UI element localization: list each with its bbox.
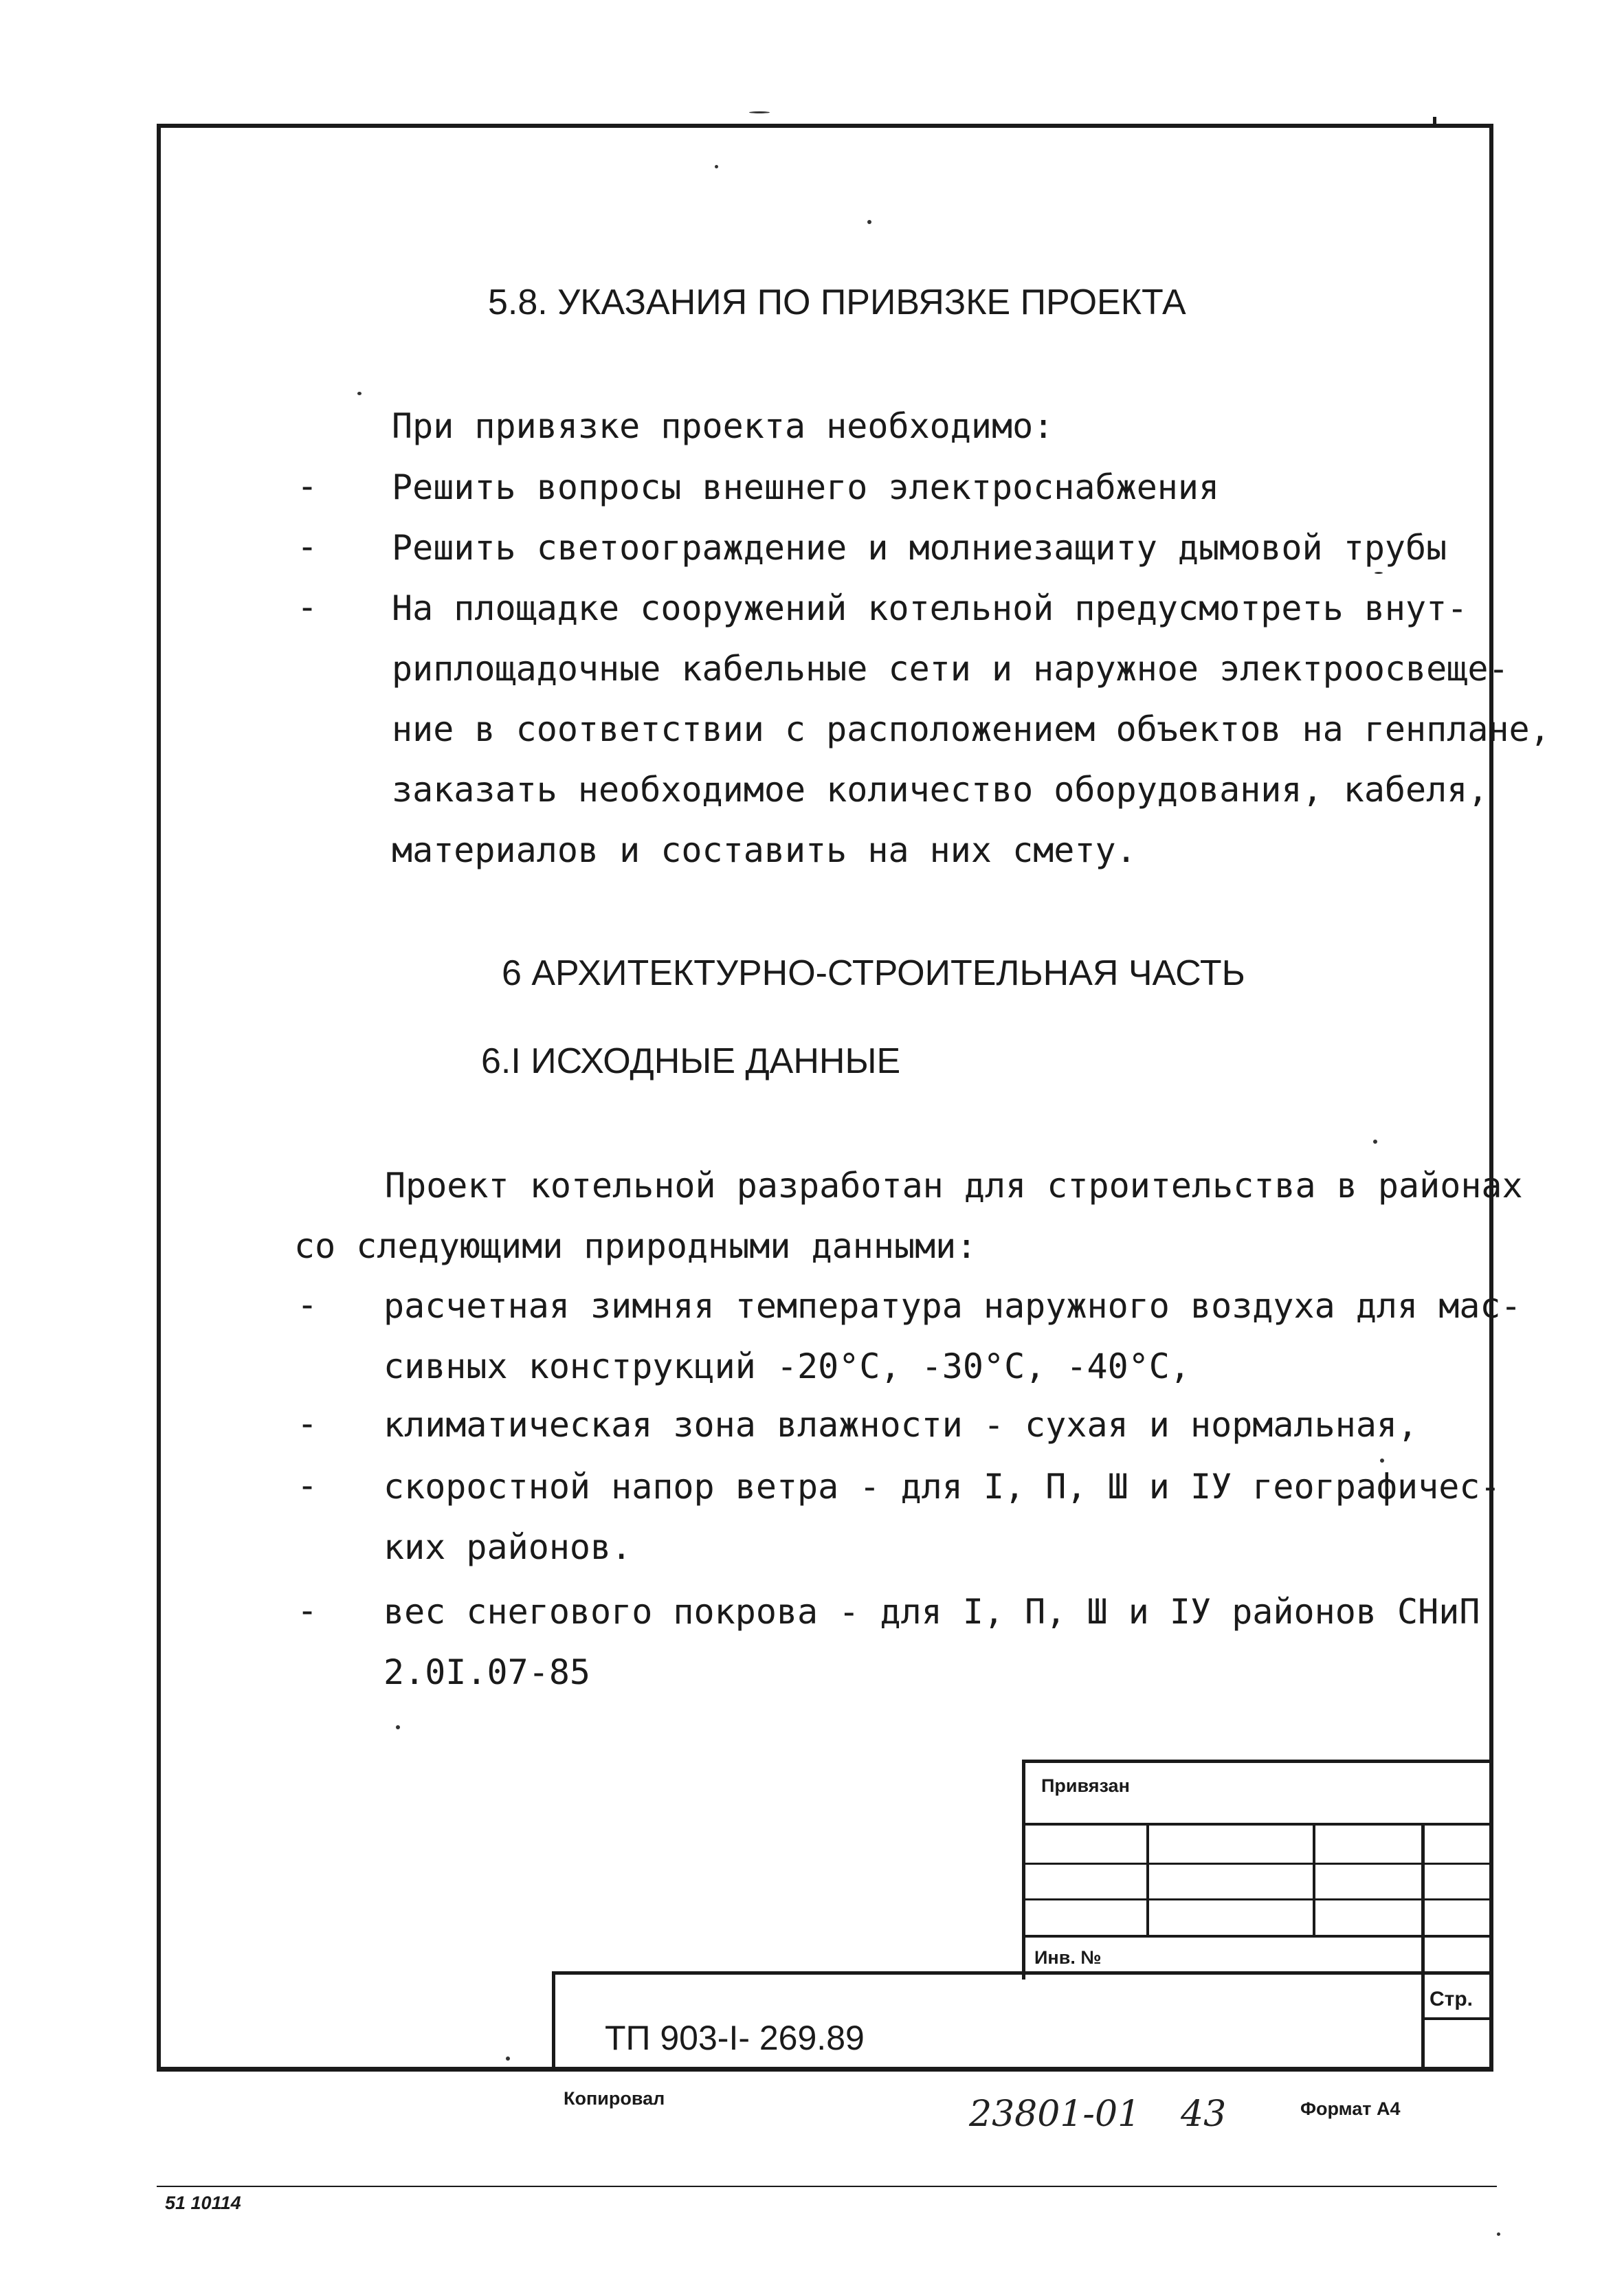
section-58-item-3-line-1: На площадке сооружений котельной предусмотреть внут-	[392, 588, 1468, 628]
section-6-bullet-4-line-2: 2.0I.07-85	[383, 1652, 591, 1692]
scan-speck	[867, 220, 871, 224]
list-dash: -	[297, 1465, 318, 1505]
privyazan-label: Привязан	[1041, 1775, 1130, 1796]
list-dash: -	[297, 1590, 318, 1630]
list-dash: -	[297, 1404, 318, 1443]
handwritten-page: 43	[1181, 2094, 1227, 2135]
scan-speck	[1373, 1140, 1377, 1144]
document-code: ТП 903-I- 269.89	[605, 2019, 865, 2057]
scan-speck	[1380, 1459, 1384, 1463]
scan-speck	[749, 111, 770, 113]
list-dash: -	[297, 1285, 318, 1324]
list-dash: -	[297, 526, 318, 566]
section-6-bullet-2: климатическая зона влажности - сухая и нормальная,	[383, 1405, 1419, 1445]
list-dash: -	[297, 466, 318, 506]
kopiroval-label: Копировал	[564, 2088, 665, 2109]
section-58-item-3-line-5: материалов и составить на них смету.	[392, 830, 1137, 870]
section-6-para-line-2: со следующими природными данными:	[294, 1226, 977, 1266]
format-label: Формат А4	[1300, 2098, 1401, 2119]
stamp-border	[552, 1971, 555, 2072]
section-6-bullet-3-line-1: скоростной напор ветра - для I, П, Ш и IУ географичес-	[383, 1467, 1501, 1507]
page-label: Стр.	[1430, 1988, 1473, 2010]
list-dash: -	[297, 587, 318, 627]
scan-speck	[715, 165, 718, 168]
section-58-intro: При привязке проекта необходимо:	[392, 406, 1054, 446]
stamp-border	[1313, 1823, 1315, 1937]
section-6-para-line-1: Проект котельной разработан для строительства в районах	[385, 1166, 1523, 1206]
section-6-1-heading: 6.I ИСХОДНЫЕ ДАННЫЕ	[481, 1041, 901, 1081]
scan-speck	[1497, 2232, 1500, 2236]
section-6-bullet-1-line-1: расчетная зимняя температура наружного воздуха для мас-	[383, 1286, 1522, 1326]
section-58-item-2: Решить светоограждение и молниезащиту дымовой трубы	[392, 528, 1447, 568]
stamp-border	[1022, 1760, 1493, 1763]
stamp-border	[552, 1971, 1493, 1975]
section-58-item-3-line-3: ние в соответствии с расположением объектов на генплане,	[392, 709, 1550, 749]
section-6-heading: 6 АРХИТЕКТУРНО-СТРОИТЕЛЬНАЯ ЧАСТЬ	[502, 953, 1245, 993]
section-58-item-3-line-4: заказать необходимое количество оборудования, кабеля,	[392, 770, 1489, 810]
section-6-bullet-4-line-1: вес снегового покрова - для I, П, Ш и IУ районов СНиП	[383, 1592, 1480, 1632]
frame-corner-tick	[1433, 117, 1436, 126]
section-6-bullet-1-line-2: сивных конструкций -20°С, -30°С, -40°С,	[383, 1346, 1190, 1386]
section-58-heading: 5.8. УКАЗАНИЯ ПО ПРИВЯЗКЕ ПРОЕКТА	[488, 282, 1186, 322]
stamp-border	[1146, 1823, 1149, 1937]
scan-speck	[357, 392, 361, 395]
scan-speck	[396, 1725, 400, 1729]
stamp-border	[1421, 2017, 1493, 2020]
bottom-rule	[157, 2186, 1497, 2187]
stamp-border	[1421, 1823, 1425, 2072]
section-6-bullet-3-line-2: ких районов.	[383, 1527, 632, 1567]
handwritten-number: 23801-01	[969, 2094, 1141, 2135]
scan-speck	[506, 2056, 510, 2061]
scan-speck	[1375, 572, 1383, 574]
section-58-item-3-line-2: риплощадочные кабельные сети и наружное электроосвеще-	[392, 649, 1509, 689]
inv-no-label: Инв. №	[1034, 1947, 1102, 1968]
bottom-code: 51 10114	[165, 2193, 241, 2213]
section-58-item-1: Решить вопросы внешнего электроснабжения	[392, 467, 1220, 507]
stamp-border	[1022, 1760, 1025, 1980]
